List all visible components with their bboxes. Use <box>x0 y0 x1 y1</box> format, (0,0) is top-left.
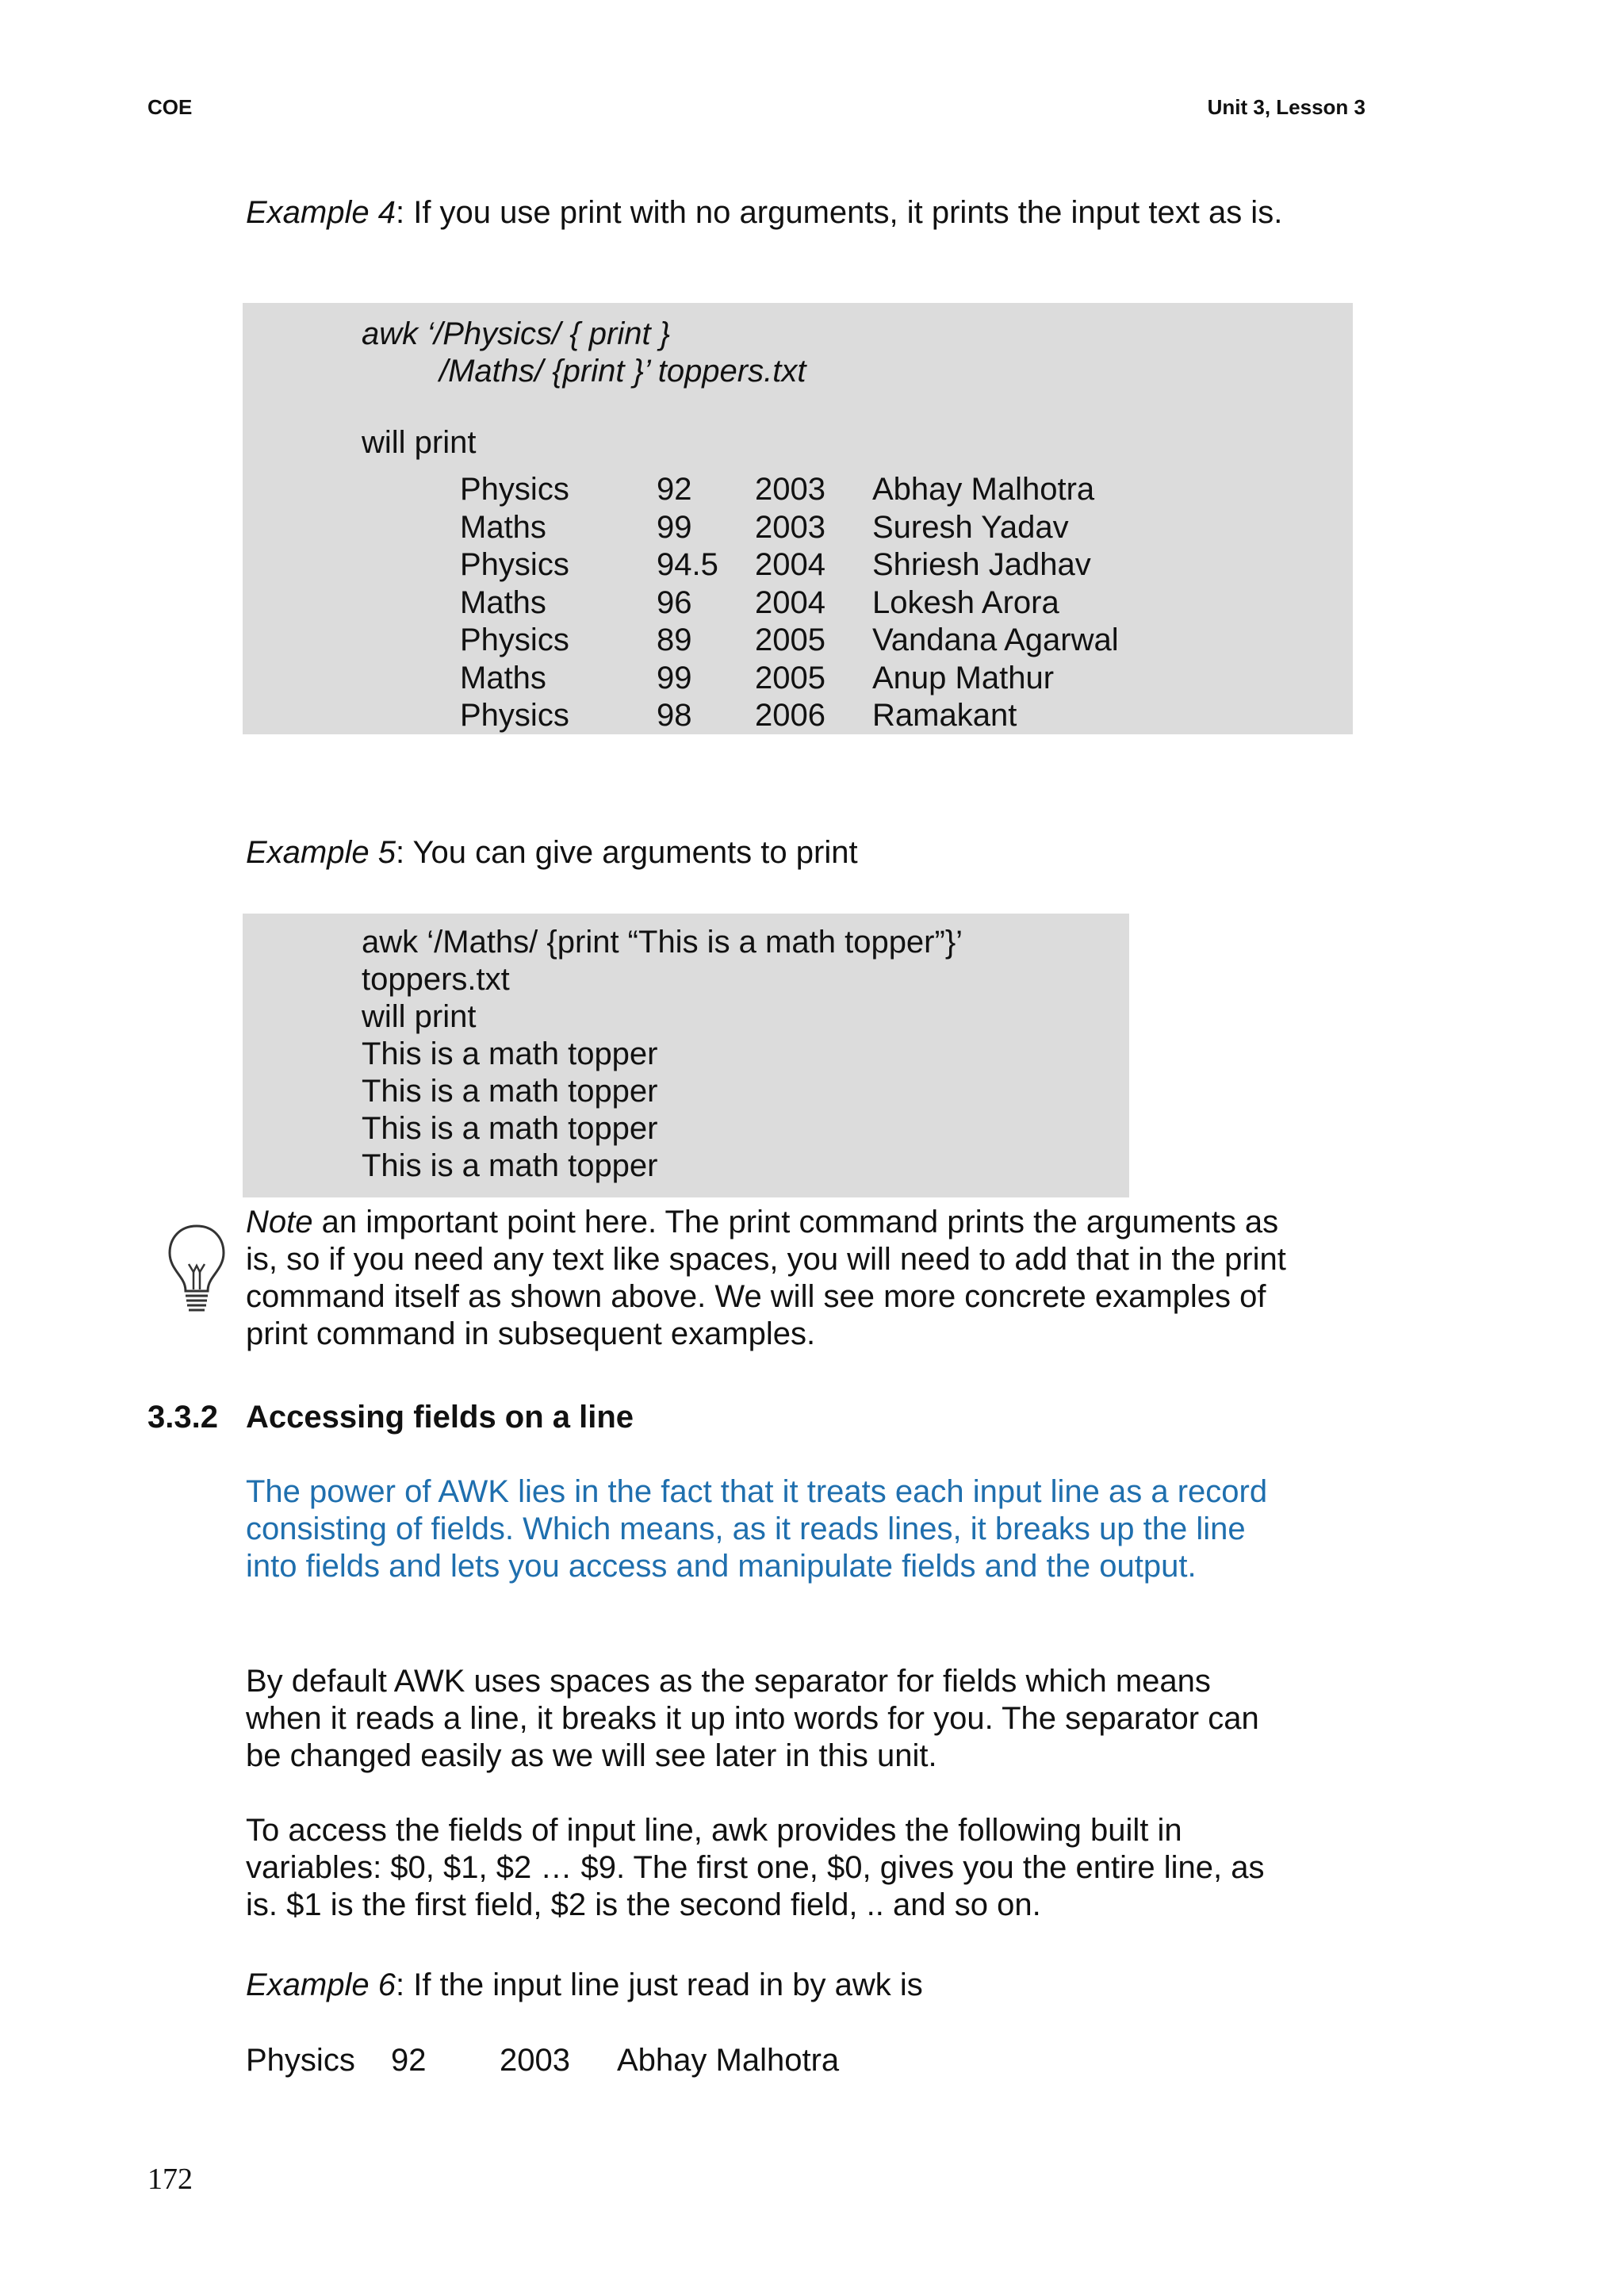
example5-code-line: awk ‘/Maths/ {print “This is a math topper”}’ <box>362 925 963 960</box>
table-cell: 89 <box>657 623 692 657</box>
table-cell: 2005 <box>755 623 825 657</box>
example4-will-print: will print <box>362 425 477 460</box>
table-cell: 2004 <box>755 584 825 620</box>
example4-label: Example 4 <box>246 195 396 230</box>
table-cell: 98 <box>657 698 692 733</box>
table-cell: 92 <box>657 472 692 507</box>
section-number: 3.3.2 <box>147 1400 218 1435</box>
table-cell: Maths <box>460 660 546 695</box>
table-cell: Anup Mathur <box>872 660 1055 695</box>
default-separator-paragraph: By default AWK uses spaces as the separator for fields which means when it reads a line, it breaks it up into words for you. The separator can be changed easily as we will see later in this unit. <box>246 1664 1259 1773</box>
example5-text: : You can give arguments to print <box>395 835 858 870</box>
table-cell: 99 <box>657 509 692 545</box>
table-cell: 2003 <box>755 472 825 507</box>
table-cell: 2005 <box>755 660 825 695</box>
table-cell: 2006 <box>755 698 825 733</box>
section-title: Accessing fields on a line <box>246 1400 634 1435</box>
table-row <box>460 509 1119 547</box>
example5-label: Example 5 <box>246 835 396 870</box>
table-cell: Vandana Agarwal <box>872 623 1119 657</box>
example5-code-box <box>243 914 1129 1197</box>
table-cell: Ramakant <box>872 698 1017 733</box>
note-text: an important point here. The print command prints the arguments as is, so if you need any text like spaces, you will need to add that in the print command itself as shown above. We will see more concrete examples of print command in subsequent examples. <box>246 1205 1286 1351</box>
table-row <box>460 546 1119 584</box>
example4-paragraph <box>246 194 1293 232</box>
note-label: Note <box>246 1205 313 1239</box>
table-cell: Abhay Malhotra <box>872 472 1095 507</box>
example4-output-table <box>460 471 1119 735</box>
example6-field: Physics <box>246 2043 355 2078</box>
lightbulb-icon <box>165 1221 228 1316</box>
table-cell: 2004 <box>755 547 825 582</box>
table-cell: Physics <box>460 623 569 657</box>
example5-output-line: This is a math topper <box>362 1111 658 1146</box>
table-row <box>460 584 1119 623</box>
table-cell: 99 <box>657 660 692 695</box>
table-cell: Maths <box>460 584 546 620</box>
intro-paragraph: The power of AWK lies in the fact that it treats each input line as a record consisting of fields. Which means, as it reads lines, it breaks up the line into fields and lets you access and manipulate fields and the output. <box>246 1474 1268 1584</box>
example5-output-line: This is a math topper <box>362 1036 658 1071</box>
table-cell: Physics <box>460 698 569 733</box>
table-row <box>460 660 1119 698</box>
page-number: 172 <box>147 2163 193 2196</box>
example6-field: 92 <box>391 2043 427 2078</box>
example4-text: : If you use print with no arguments, it prints the input text as is. <box>395 195 1283 230</box>
note-paragraph <box>246 1204 1293 1353</box>
table-row <box>460 622 1119 660</box>
example5-output-line: This is a math topper <box>362 1074 658 1109</box>
example5-code-line: will print <box>362 999 477 1034</box>
header-right: Unit 3, Lesson 3 <box>1207 95 1365 119</box>
table-row <box>460 471 1119 509</box>
example6-field: 2003 <box>500 2043 570 2078</box>
header-left: COE <box>147 95 193 119</box>
table-cell: Lokesh Arora <box>872 584 1059 620</box>
example6-paragraph <box>246 1967 1293 2004</box>
example5-output-line: This is a math topper <box>362 1148 658 1183</box>
table-cell: Maths <box>460 509 546 545</box>
table-row <box>460 697 1119 735</box>
table-cell: 94.5 <box>657 547 718 582</box>
example6-label: Example 6 <box>246 1967 396 2002</box>
table-cell: Suresh Yadav <box>872 509 1069 545</box>
example5-paragraph <box>246 834 1293 872</box>
example6-text: : If the input line just read in by awk is <box>395 1967 923 2002</box>
table-cell: Shriesh Jadhav <box>872 547 1091 582</box>
field-access-paragraph: To access the fields of input line, awk provides the following built in variables: $0, $1, $2 … $9. The first one, $0, gives you the entire line, as is. $1 is the first field, $2 is the second field, .. and so on. <box>246 1813 1265 1922</box>
example5-code-line: toppers.txt <box>362 962 510 997</box>
table-cell: Physics <box>460 547 569 582</box>
example4-code-line1: awk ‘/Physics/ { print } <box>362 316 671 351</box>
table-cell: 96 <box>657 584 692 620</box>
example4-code-box <box>243 303 1353 734</box>
example4-code-line2: /Maths/ {print }’ toppers.txt <box>439 354 806 389</box>
example6-field: Abhay Malhotra <box>617 2043 840 2078</box>
table-cell: 2003 <box>755 509 825 545</box>
table-cell: Physics <box>460 472 569 507</box>
